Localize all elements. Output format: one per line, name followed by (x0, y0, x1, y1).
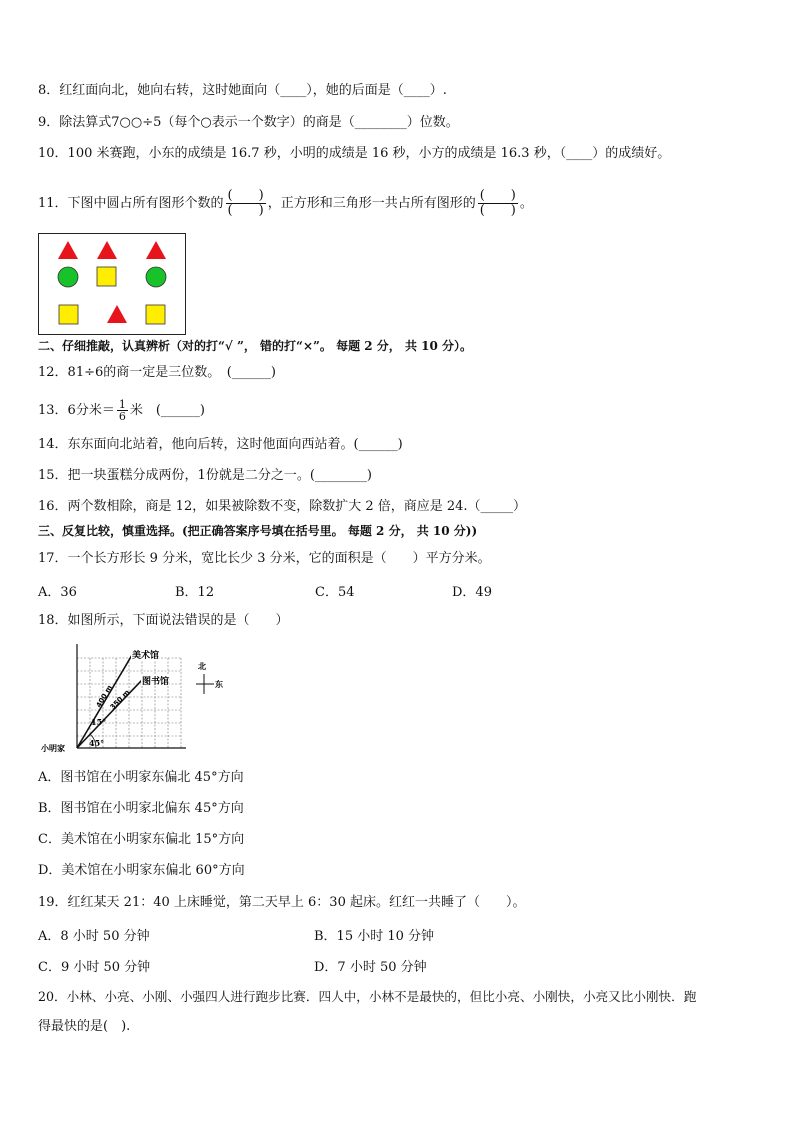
section-3-heading: 三、反复比较，慎重选择。(把正确答案序号填在括号里。 每题 2 分， 共 10 分)) (38, 524, 478, 538)
north-label: 北 (198, 662, 206, 671)
question-11-part3: 。 (519, 196, 533, 211)
question-11-part2: ，正方形和三角形一共占所有图形的 (267, 196, 476, 211)
square-icon (97, 267, 116, 286)
q18-option-a[interactable]: A．图书馆在小明家东偏北 45°方向 (38, 770, 244, 785)
question-17: 17．一个长方形长 9 分米，宽比长少 3 分米，它的面积是（ ）平方分米。 (38, 551, 491, 566)
library-label: 图书馆 (142, 677, 170, 687)
fraction-numerator: ( ) (479, 188, 516, 203)
question-19: 19．红红某天 21：40 上床睡觉，第二天早上 6：30 起床。红红一共睡了（ ）。 (38, 895, 526, 910)
question-20-line1: 20．小林、小亮、小刚、小强四人进行跑步比赛．四人中，小林不是最快的，但比小亮、小刚快，小亮又比小刚快．跑 (38, 989, 697, 1004)
question-13 (38, 394, 205, 428)
fraction-numerator: ( ) (227, 188, 264, 203)
question-16: 16．两个数相除，商是 12，如果被除数不变，除数扩大 2 倍，商应是 24.（_____） (38, 499, 527, 514)
triangle-icon (146, 241, 166, 259)
distance-library-label: 350 m (108, 688, 132, 712)
q18-option-d[interactable]: D．美术馆在小明家东偏北 60°方向 (38, 863, 245, 878)
question-8: 8．红红面向北，她向右转，这时她面向（____），她的后面是（____）. (38, 83, 447, 98)
triangle-icon (97, 241, 117, 259)
fraction-blank-2 (478, 189, 518, 218)
q19-option-d[interactable]: D．7 小时 50 分钟 (314, 960, 427, 975)
question-15: 15．把一块蛋糕分成两份，1份就是二分之一。(________) (38, 468, 372, 483)
q18-option-b[interactable]: B．图书馆在小明家北偏东 45°方向 (38, 801, 244, 816)
circle-icon (58, 267, 78, 287)
q18-option-c[interactable]: C．美术馆在小明家东偏北 15°方向 (38, 832, 245, 847)
q17-option-b[interactable]: B．12 (175, 585, 215, 600)
grid (77, 658, 181, 748)
q17-option-d[interactable]: D．49 (452, 585, 492, 600)
question-13-post: 米 (______) (129, 403, 205, 418)
direction-map-figure (38, 640, 238, 760)
angle-15-label: 15° (91, 717, 107, 727)
question-11-part1: 11．下图中圆占所有图形个数的 (38, 196, 224, 211)
art-museum-label: 美术馆 (132, 651, 160, 661)
square-icon (59, 305, 78, 324)
triangle-icon (58, 241, 78, 259)
shapes-svg (39, 234, 185, 334)
fraction-denominator: 6 (118, 410, 126, 423)
question-12: 12．81÷6的商一定是三位数。 (______) (38, 365, 276, 380)
home-label: 小明家 (41, 744, 65, 753)
question-10: 10．100 米赛跑，小东的成绩是 16.7 秒，小明的成绩是 16 秒，小方的成绩是 16.3 秒，（____）的成绩好。 (38, 146, 671, 161)
question-20-line2: 得最快的是( ). (38, 1019, 131, 1034)
fraction-denominator: ( ) (227, 203, 264, 218)
q17-option-a[interactable]: A．36 (38, 585, 77, 600)
compass-icon (196, 674, 214, 694)
fraction-numerator: 1 (118, 398, 126, 411)
q17-option-c[interactable]: C．54 (315, 585, 355, 600)
fraction-blank-1 (226, 189, 266, 218)
distance-art-label: 400 m (94, 683, 114, 709)
triangle-icon (107, 305, 127, 323)
square-icon (146, 305, 165, 324)
question-18: 18．如图所示，下面说法错误的是（ ） (38, 613, 289, 628)
question-13-pre: 13．6分米＝ (38, 403, 115, 418)
q19-option-a[interactable]: A．8 小时 50 分钟 (38, 929, 150, 944)
shapes-figure (38, 233, 186, 335)
question-9: 9．除法算式7○○÷5（每个○表示一个数字）的商是（________）位数。 (38, 115, 459, 130)
angle-45-label: 45° (89, 738, 105, 748)
question-14: 14．东东面向北站着，他向后转，这时他面向西站着。(______) (38, 437, 403, 452)
question-11 (38, 184, 533, 224)
east-label: 东 (215, 680, 223, 689)
circle-icon (146, 267, 166, 287)
section-2-heading: 二、仔细推敲，认真辨析（对的打“√ ”， 错的打“×”。 每题 2 分， 共 10 分）。 (38, 339, 473, 353)
q19-option-c[interactable]: C．9 小时 50 分钟 (38, 960, 151, 975)
fraction-one-sixth (117, 399, 128, 422)
q19-option-b[interactable]: B．15 小时 10 分钟 (314, 929, 435, 944)
fraction-denominator: ( ) (479, 203, 516, 218)
